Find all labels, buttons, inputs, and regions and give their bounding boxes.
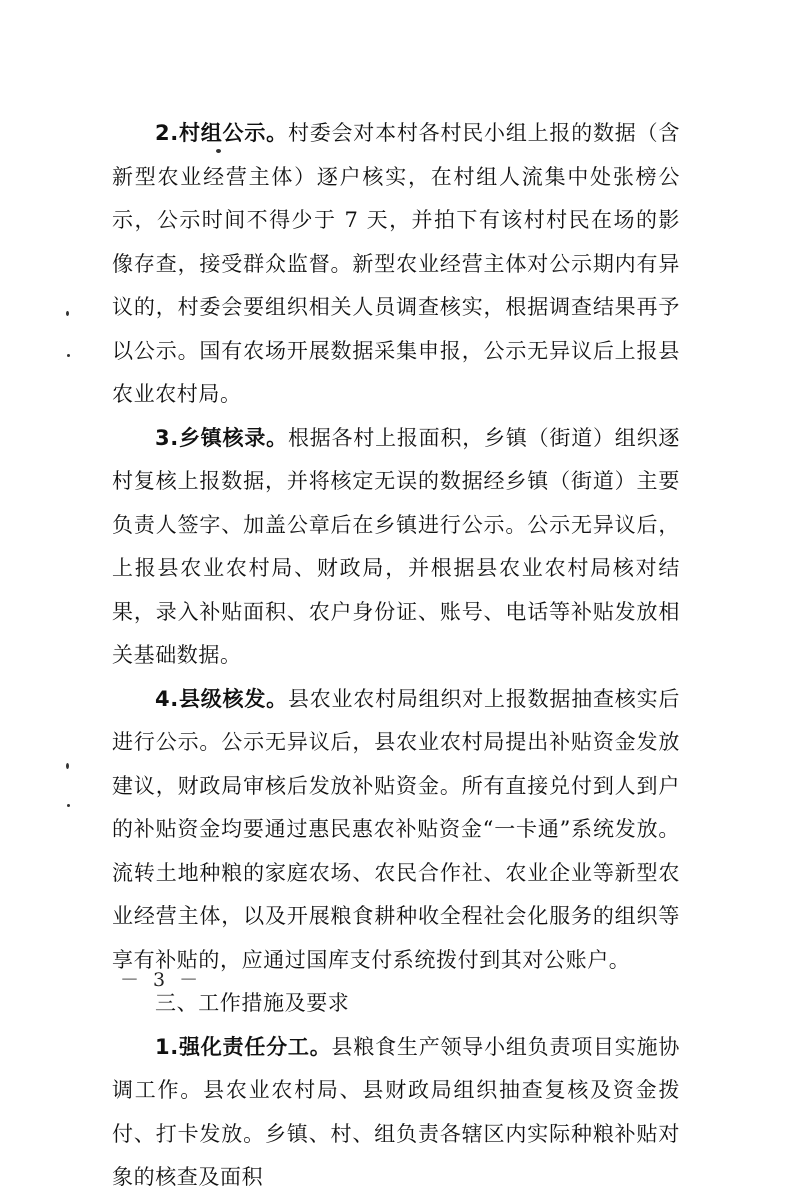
scan-speck [67, 804, 70, 807]
paragraph-lead: 3.乡镇核录。 [155, 425, 288, 450]
paragraph-text: 村委会对本村各村民小组上报的数据（含新型农业经营主体）逐户核实，在村组人流集中处张榜公示，公示时间不得少于 7 天，并拍下有该村村民在场的影像存查，接受群众监督。新型农业经营主体对公示期内有异议的，村委会要组织相关人员调查核实，根据调查结果再予以公示。国有农场开展数据采集申报，公示无异议后上报县农业农村局。 [112, 121, 680, 406]
scan-speck [67, 354, 70, 357]
paragraph-lead: 4.县级核发。 [155, 686, 288, 711]
paragraph-village-publicity [112, 112, 680, 417]
section-heading: 三、工作措施及要求 [155, 991, 350, 1015]
paragraph-text: 根据各村上报面积，乡镇（街道）组织逐村复核上报数据，并将核定无误的数据经乡镇（街道）主要负责人签字、加盖公章后在乡镇进行公示。公示无异议后，上报县农业农村局、财政局，并根据县农业农村局核对结果，录入补贴面积、农户身份证、账号、电话等补贴发放相关基础数据。 [112, 425, 680, 667]
paragraph-county-issuance [112, 678, 680, 983]
page-number: － 3 － [120, 969, 203, 991]
paragraph-lead: 2.村组公示。 [155, 121, 288, 145]
paragraph-text: 县粮食生产领导小组负责项目实施协调工作。县农业农村局、县财政局组织抽查复核及资金拨付、打卡发放。乡镇、村、组负责各辖区内实际种粮补贴对象的核查及面积 [112, 1034, 680, 1189]
paragraph-text: 县农业农村局组织对上报数据抽查核实后进行公示。公示无异议后，县农业农村局提出补贴资金发放建议，财政局审核后发放补贴资金。所有直接兑付到人到户的补贴资金均要通过惠民惠农补贴资金“一卡通”系统发放。流转土地种粮的家庭农场、农民合作社、农业企业等新型农业经营主体，以及开展粮食耕种收全程社会化服务的组织等享有补贴的，应通过国库支付系统拨付到其对公账户。 [112, 686, 680, 972]
scan-speck [216, 149, 221, 153]
document-body [112, 112, 680, 1200]
paragraph-responsibility [112, 1026, 680, 1200]
paragraph-lead: 1.强化责任分工。 [155, 1034, 332, 1059]
scan-speck [66, 311, 69, 316]
paragraph-township-review [112, 417, 680, 678]
scan-speck [66, 763, 69, 769]
